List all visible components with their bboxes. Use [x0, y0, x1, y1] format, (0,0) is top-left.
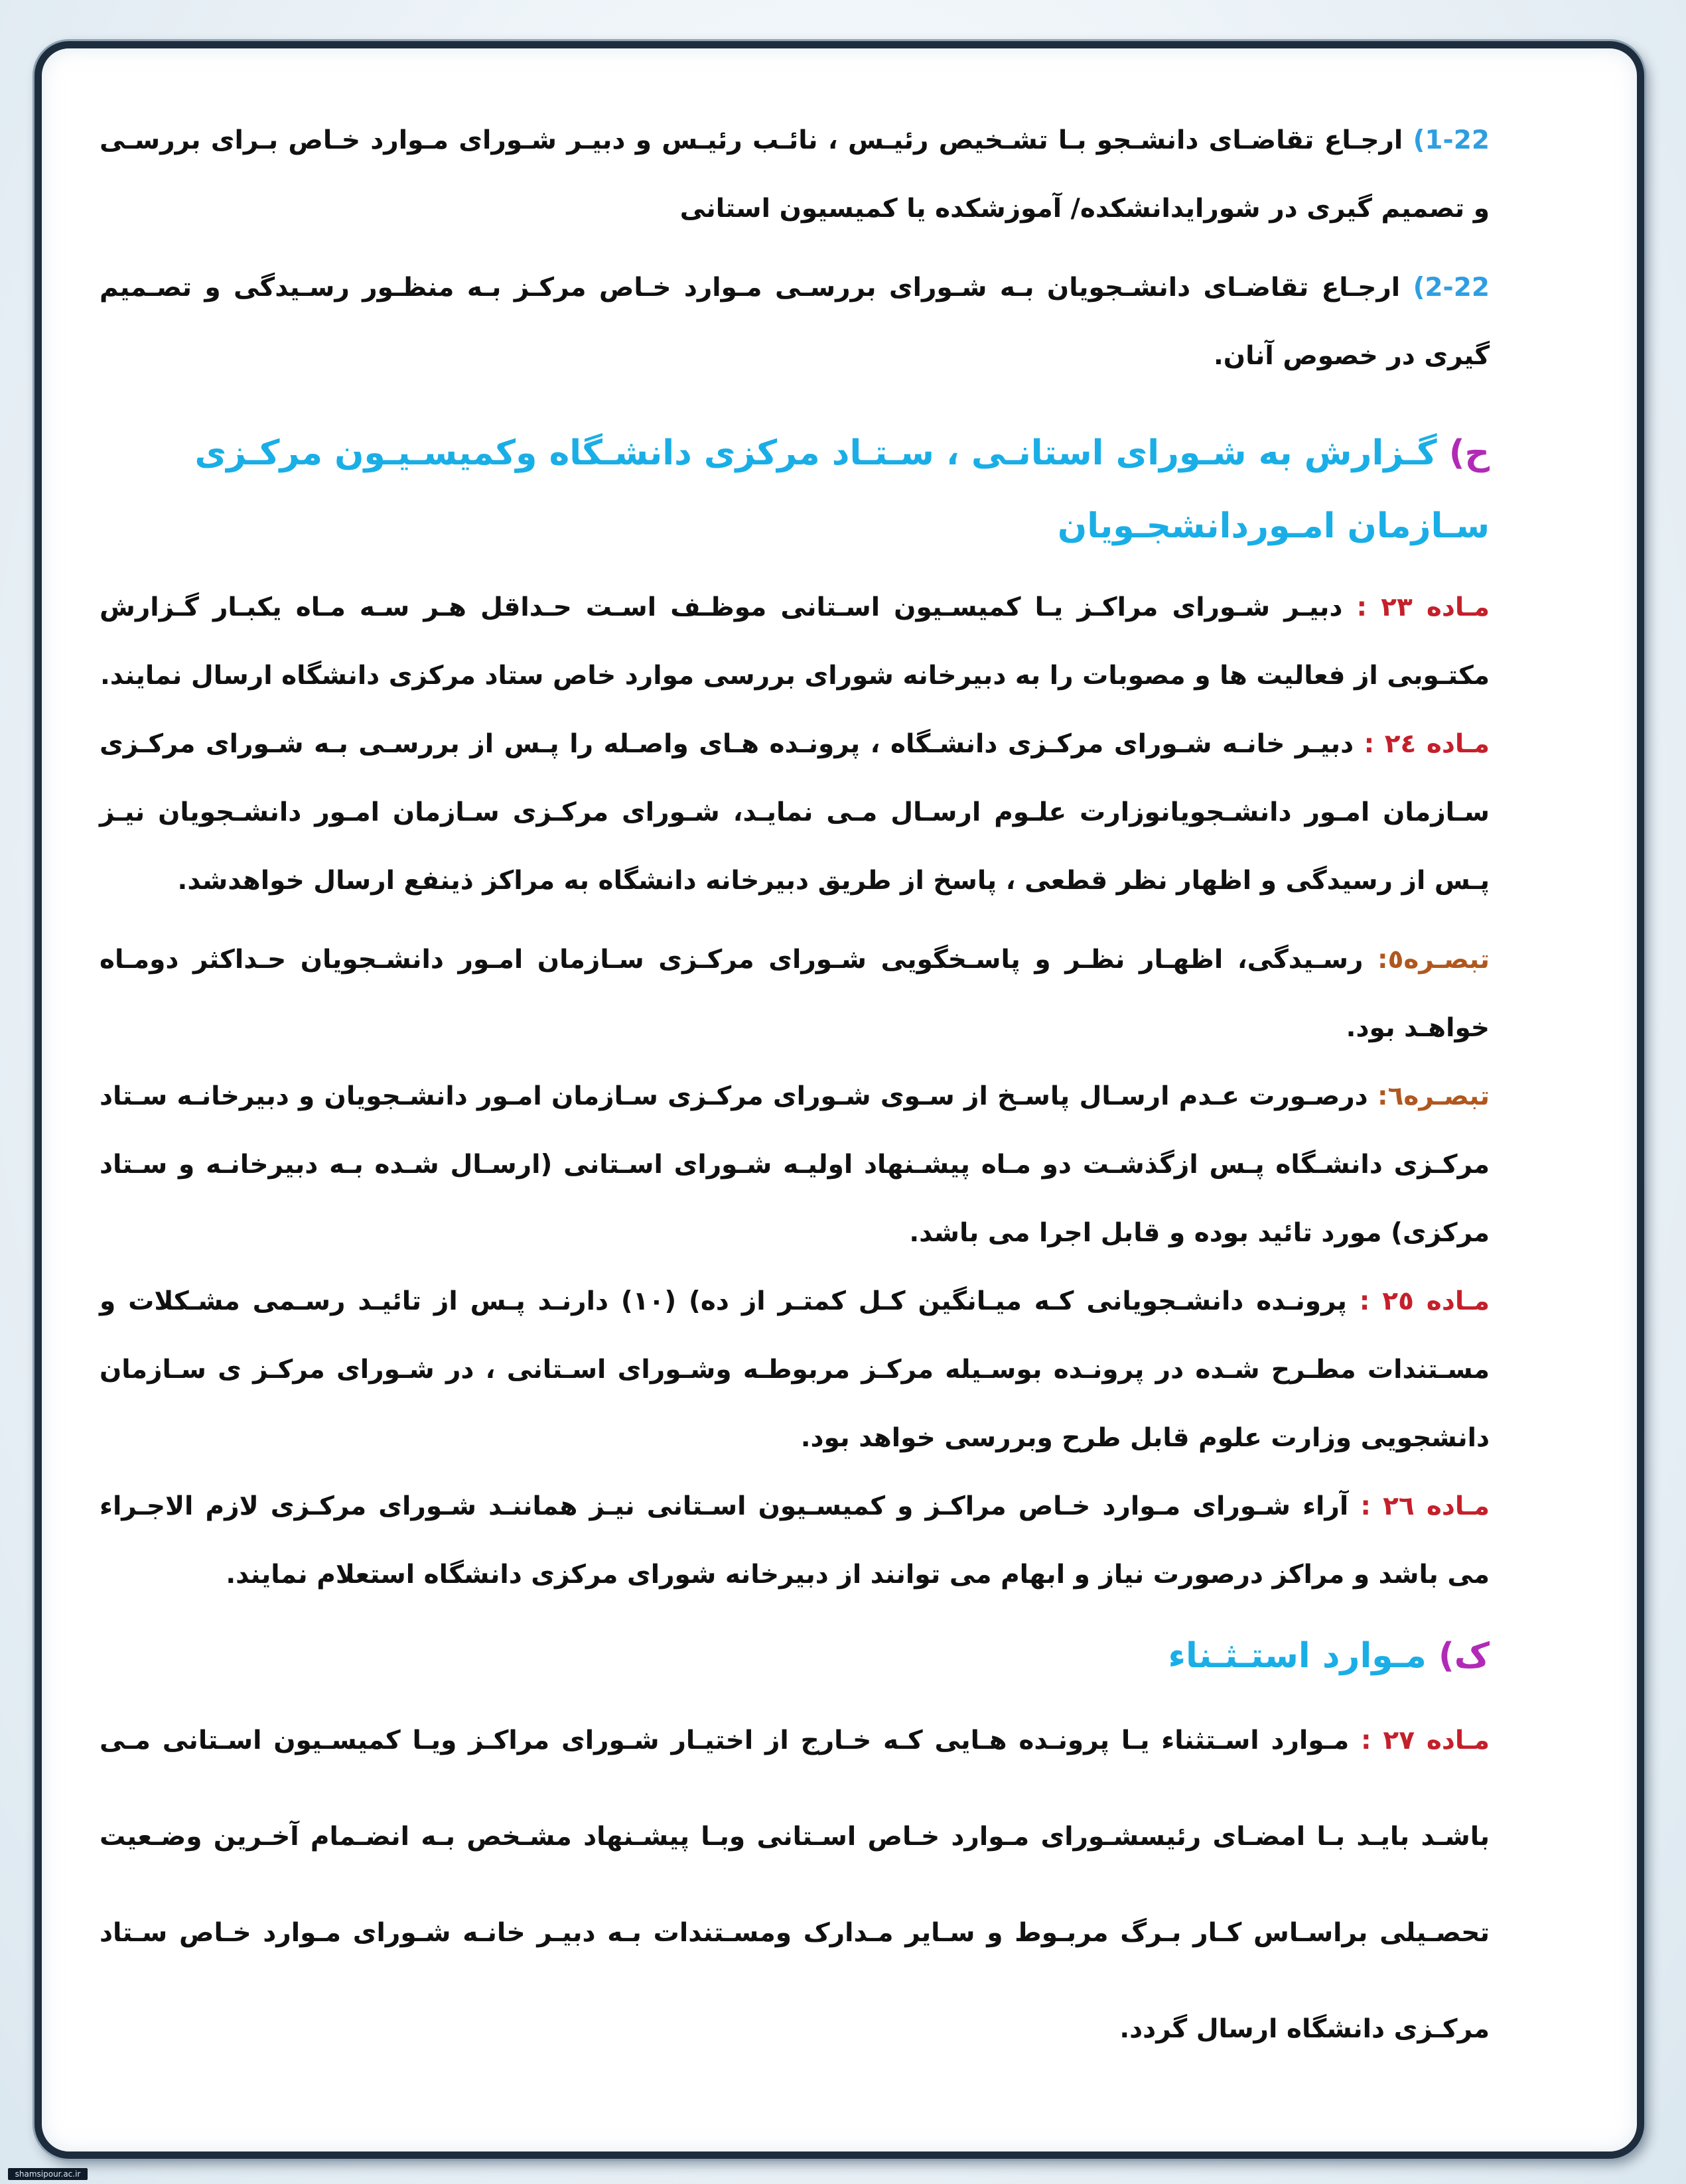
section-title: مـوارد استـثـناء: [1168, 1636, 1439, 1676]
article-label: مـاده ٢٧ :: [1361, 1726, 1490, 1755]
note-text: درصـورت عـدم ارسـال پاسـخ از سـوی شـورای مرکـزی سـازمان امـور دانشـجویان و دبیرخانـه سـتاد مرکـزی دانشـگاه پـس ازگذشـت دو مـاه پیشـنهاد اولیـه شـورای اسـتانی (ارسـال شـده بـه دبیرخانـه و سـتاد مرکزی) مورد تائید بوده و قابل اجرا می باشد.: [100, 1081, 1490, 1248]
article-text: دبیـر خانـه شـورای مرکـزی دانشـگاه ، پرونـده هـای واصـله را پـس از بررسـی بـه شـورای مرکـزی سـازمان امـور دانشـجویانوزارت علـوم ارسـال مـی نمایـد، شـورای مرکـزی سـازمان امـور دانشـجویان نیـز پـس از رسیدگی و اظهار نظر قطعی ، پاسخ از طریق دبیرخانه دانشگاه به مراکز ذینفع ارسال خواهدشد.: [100, 729, 1490, 896]
article-24: [100, 710, 1490, 915]
note-label: تبصـره٥:: [1377, 945, 1490, 975]
clause-text: ارجـاع تقاضـای دانشـجو بـا تشـخیص رئیـس ، نائـب رئیـس و دبیـر شـورای مـوارد خـاص بـرای بررسـی و تصمیم گیری در شورایدانشکده/ آموزشکده یا کمیسیون استانی: [100, 125, 1490, 224]
note-5: [100, 925, 1490, 1062]
site-watermark: shamsipour.ac.ir: [8, 2168, 88, 2180]
clause-22-2: [100, 253, 1490, 390]
clause-text: ارجـاع تقاضـای دانشـجویان بـه شـورای بررسـی مـوارد خـاص مرکـز بـه منظـور رسـیدگی و تصـمیم گیری در خصوص آنان.: [100, 273, 1490, 371]
clause-22-1: [100, 106, 1490, 243]
section-letter: ح): [1448, 433, 1490, 473]
article-26: [100, 1472, 1490, 1609]
article-text: پرونـده دانشـجویانی کـه میـانگین کـل کمتـر از ده) (١٠) دارنـد پـس از تائیـد رسـمی مشـکلات و مسـتندات مطـرح شـده در پرونـده بوسـیله مرکـز مربوطـه وشـورای اسـتانی ، در شـورای مرکـز ی سـازمان دانشجویی وزارت علوم قابل طرح وبررسی خواهد بود.: [100, 1286, 1490, 1453]
section-heading-k: [100, 1619, 1490, 1692]
article-label: مـاده ٢٥ :: [1359, 1286, 1490, 1316]
note-6: [100, 1062, 1490, 1267]
article-label: مـاده ٢٤ :: [1364, 729, 1490, 759]
article-text: مـوارد اسـتثناء یـا پرونـده هـایی کـه خـارج از اختیـار شـورای مراکـز ویـا کمیسـیون اسـتانی مـی باشـد بایـد بـا امضـای رئیسشـورای مـوارد خـاص اسـتانی وبـا پیشـنهاد مشـخص بـه انضـمام آخـرین وضـعیت تحصـیلی براسـاس کـار بـرگ مربـوط و سـایر مـدارک ومسـتندات بـه دبیـر خانـه شـورای مـوارد خـاص سـتاد مرکـزی دانشگاه ارسال گردد.: [100, 1726, 1490, 2044]
article-text: آراء شـورای مـوارد خـاص مراکـز و کمیسـیون اسـتانی نیـز هماننـد شـورای مرکـزی لازم الاجـراء می باشد و مراکز درصورت نیاز و ابهام می توانند از دبیرخانه شورای مرکزی دانشگاه استعلام نمایند.: [100, 1491, 1490, 1590]
note-label: تبصـره٦:: [1377, 1081, 1490, 1111]
article-27: [100, 1692, 1490, 2077]
article-25: [100, 1267, 1490, 1472]
article-label: مـاده ٢٣ :: [1356, 592, 1490, 622]
note-text: رسـیدگی، اظهـار نظـر و پاسـخگویی شـورای مرکـزی سـازمان امـور دانشـجویان حـداکثر دومـاه خواهـد بود.: [100, 945, 1490, 1043]
article-text: دبیـر شـورای مراکـز یـا کمیسـیون اسـتانی موظـف اسـت حـداقل هـر سـه مـاه یکبـار گـزارش مکتـوبی از فعالیت ها و مصوبات را به دبیرخانه شورای بررسی موارد خاص ستاد مرکزی دانشگاه ارسال نمایند.: [100, 592, 1490, 691]
section-letter: ک): [1438, 1636, 1490, 1676]
article-23: [100, 573, 1490, 710]
clause-number: 2-22): [1413, 273, 1490, 303]
section-title: گـزارش به شـورای استانـی ، سـتـاد مرکزی دانشـگاه وکمیسـیـون مرکـزی سـازمان امـوردانشجـویان: [194, 433, 1490, 546]
article-label: مـاده ٢٦ :: [1360, 1491, 1490, 1521]
document-body: [100, 106, 1490, 2077]
clause-number: 1-22): [1413, 125, 1490, 155]
section-heading-h: [100, 417, 1490, 563]
